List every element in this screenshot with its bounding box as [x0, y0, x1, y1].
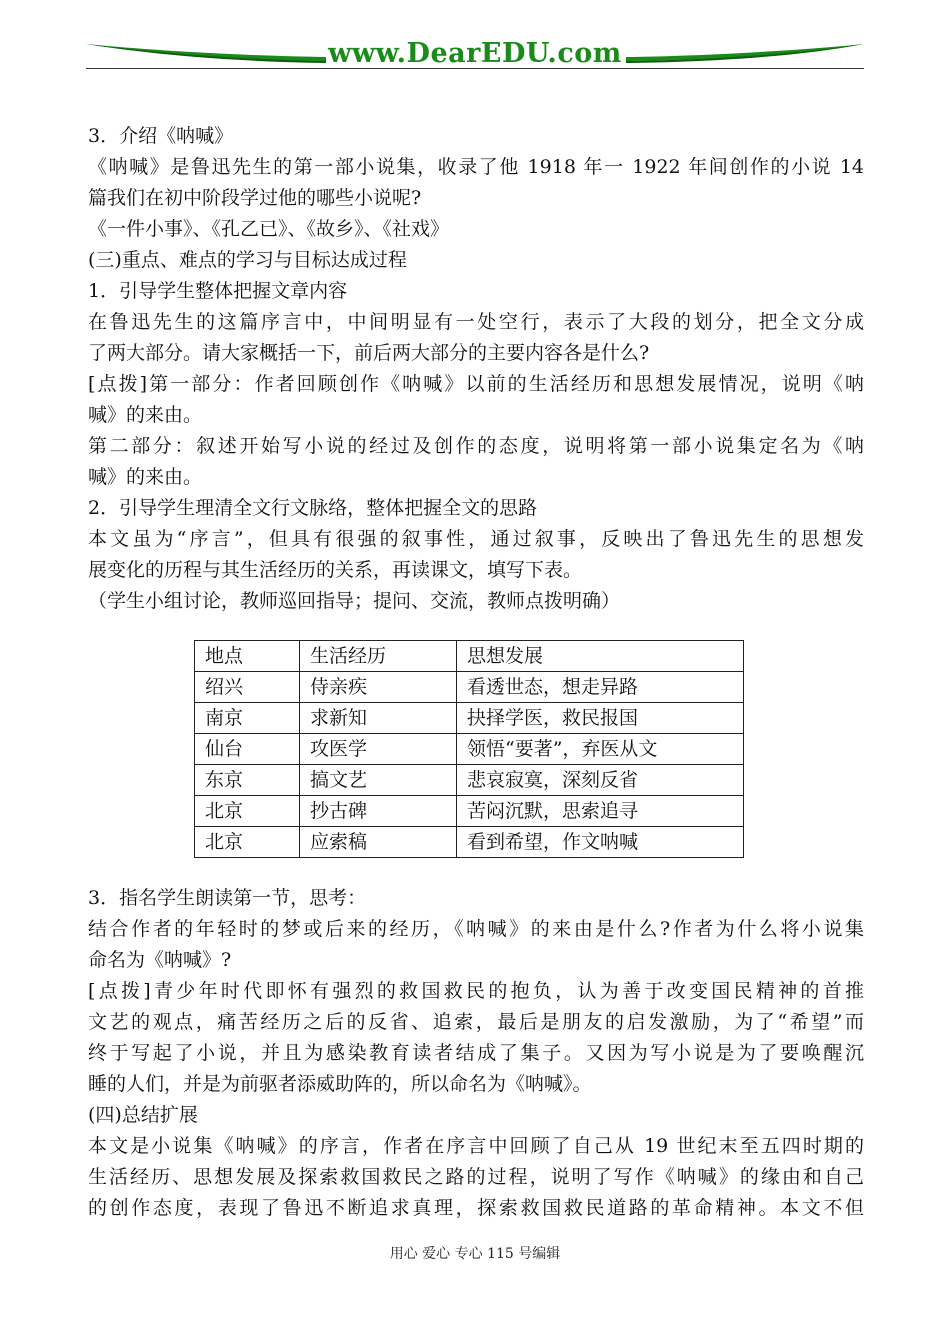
header-divider [86, 68, 864, 69]
table-cell: 看到希望，作文呐喊 [457, 827, 744, 858]
section-heading: 3．指名学生朗读第一节，思考： [88, 887, 367, 909]
paragraph-line: 结合作者的年轻时的梦或后来的经历，《呐喊》的来由是什么?作者为什么将小说集 [88, 918, 864, 940]
table-cell: 抉择学医，救民报国 [457, 703, 744, 734]
table-cell: 北京 [195, 827, 300, 858]
paragraph-line: [点拨]第一部分：作者回顾创作《呐喊》以前的生活经历和思想发展情况，说明《呐 [88, 373, 864, 395]
table-cell: 看透世态，想走异路 [457, 672, 744, 703]
paragraph-line: 展变化的历程与其生活经历的关系，再读课文，填写下表。 [88, 559, 583, 581]
table-row [195, 796, 744, 827]
paragraph-line: 了两大部分。请大家概括一下，前后两大部分的主要内容各是什么? [88, 342, 650, 364]
table-cell: 抄古碑 [300, 796, 457, 827]
paragraph-line: 喊》的来由。 [88, 466, 203, 488]
table-cell: 生活经历 [300, 641, 457, 672]
table-cell: 侍亲疾 [300, 672, 457, 703]
table-cell: 搞文艺 [300, 765, 457, 796]
page-footer: 用心 爱心 专心 115 号编辑 [389, 1246, 561, 1262]
section-heading: (三)重点、难点的学习与目标达成过程 [88, 249, 407, 271]
paragraph-line: 的创作态度，表现了鲁迅不断追求真理，探索救国救民道路的革命精神。本文不但 [88, 1197, 864, 1219]
table-cell: 悲哀寂寞，深刻反省 [457, 765, 744, 796]
paragraph-line: 本文虽为“序言”，但具有很强的叙事性，通过叙事，反映出了鲁迅先生的思想发 [88, 528, 864, 550]
paragraph-line: 命名为《呐喊》? [88, 949, 232, 971]
table-cell: 苦闷沉默，思索追寻 [457, 796, 744, 827]
table-row [195, 672, 744, 703]
document-body [88, 121, 864, 1224]
table-row [195, 765, 744, 796]
paragraph-line: 喊》的来由。 [88, 404, 203, 426]
paragraph-line: 本文是小说集《呐喊》的序言，作者在序言中回顾了自己从 19 世纪末至五四时期的 [88, 1135, 864, 1157]
table-row [195, 703, 744, 734]
table-header-row [195, 641, 744, 672]
table-cell: 南京 [195, 703, 300, 734]
paragraph-line: 生活经历、思想发展及探索救国救民之路的过程，说明了写作《呐喊》的缘由和自己 [88, 1166, 864, 1188]
table-cell: 仙台 [195, 734, 300, 765]
table-cell: 思想发展 [457, 641, 744, 672]
paragraph-line: 《呐喊》是鲁迅先生的第一部小说集，收录了他 1918 年一 1922 年间创作的小说 14 [88, 156, 864, 178]
table-cell: 地点 [195, 641, 300, 672]
paragraph-line: 终于写起了小说，并且为感染教育读者结成了集子。又因为写小说是为了要唤醒沉 [88, 1042, 864, 1064]
paragraph-line: 在鲁迅先生的这篇序言中，中间明显有一处空行，表示了大段的划分，把全文分成 [88, 311, 864, 333]
paragraph-line: 睡的人们，并是为前驱者添威助阵的，所以命名为《呐喊》。 [88, 1073, 592, 1095]
paragraph-line: [点拨]青少年时代即怀有强烈的救国救民的抱负，认为善于改变国民精神的首推 [88, 980, 864, 1002]
table-cell: 求新知 [300, 703, 457, 734]
table-cell: 攻医学 [300, 734, 457, 765]
table-row [195, 734, 744, 765]
section-heading: (四)总结扩展 [88, 1104, 198, 1126]
table-cell: 东京 [195, 765, 300, 796]
table-cell: 应索稿 [300, 827, 457, 858]
section-heading: 1．引导学生整体把握文章内容 [88, 280, 348, 302]
paragraph-line: （学生小组讨论，教师巡回指导；提问、交流，教师点拨明确） [88, 590, 621, 612]
table-cell: 领悟“要著”，弃医从文 [457, 734, 744, 765]
paragraph-line: 文艺的观点，痛苦经历之后的反省、追索，最后是朋友的启发激励，为了“希望”而 [88, 1011, 864, 1033]
table-row [195, 827, 744, 858]
paragraph-line: 《一件小事》、《孔乙已》、《故乡》、《社戏》 [88, 218, 450, 240]
life-thought-table [194, 640, 744, 858]
section-heading: 3．介绍《呐喊》 [88, 125, 234, 147]
site-logo: www.DearEDU.com [328, 38, 622, 69]
section-heading: 2．引导学生理清全文行文脉络，整体把握全文的思路 [88, 497, 538, 519]
paragraph-line: 第二部分：叙述开始写小说的经过及创作的态度，说明将第一部小说集定名为《呐 [88, 435, 864, 457]
table-cell: 北京 [195, 796, 300, 827]
paragraph-line: 篇我们在初中阶段学过他的哪些小说呢? [88, 187, 422, 209]
table-cell: 绍兴 [195, 672, 300, 703]
